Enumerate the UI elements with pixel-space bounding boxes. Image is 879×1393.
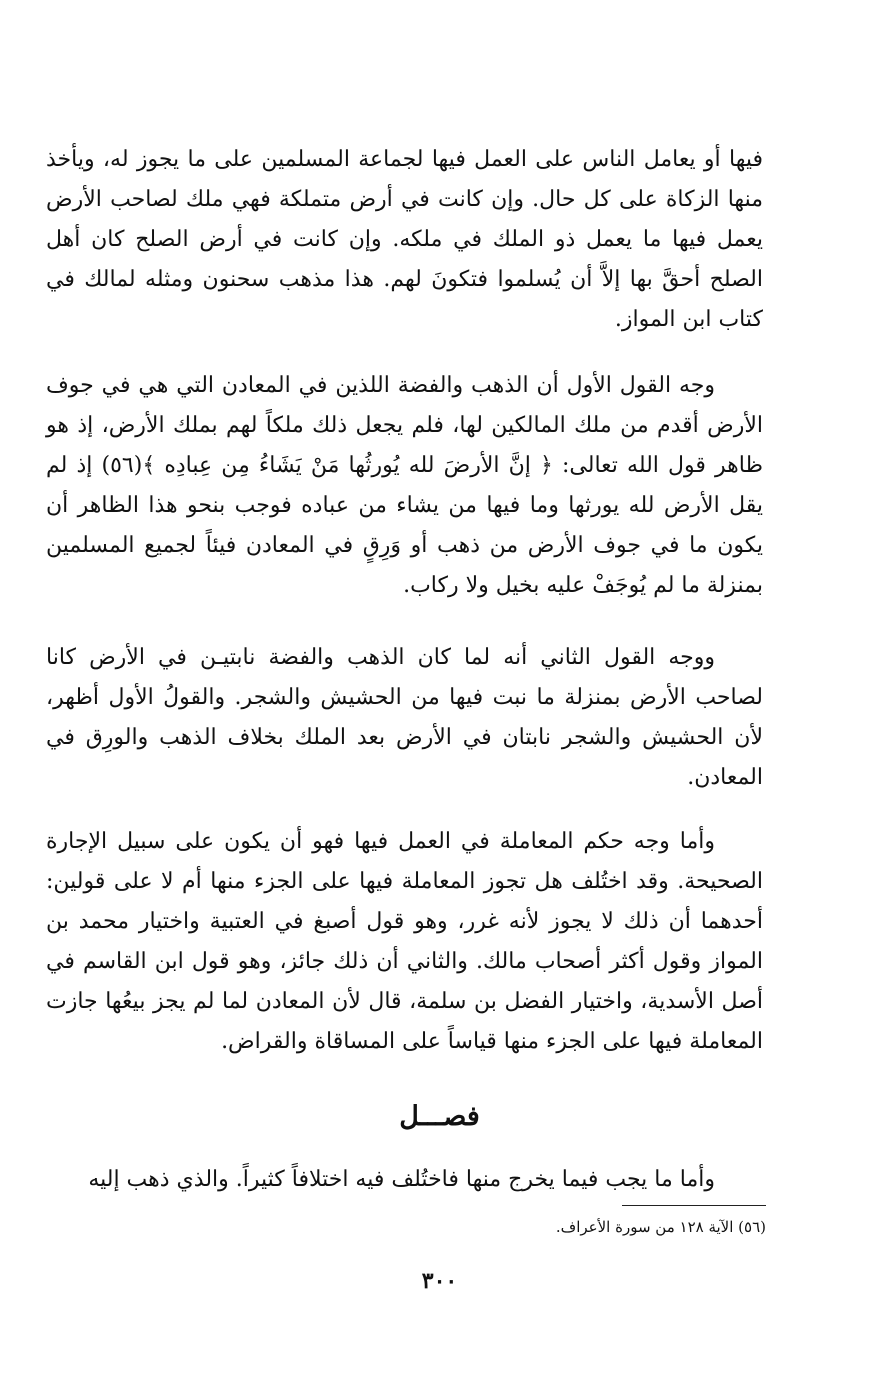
paragraph-3: ووجه القول الثاني أنه لما كان الذهب والفضة نابتيـن في الأرض كانا لصاحب الأرض بمنزلة ما نبت فيها من الحشيش والشجر. والقولُ الأول أظهر، لأن الحشيش والشجر نابتان في الأرض بعد الملك بخلاف الذهب والورِق في المعادن. (46, 645, 764, 790)
footnote-divider (622, 1205, 766, 1206)
paragraph-5: وأما ما يجب فيما يخرج منها فاختُلف فيه اختلافاً كثيراً. والذي ذهب إليه (88, 1167, 715, 1192)
page-number: ٣٠٠ (421, 1268, 458, 1294)
paragraph-2: وجه القول الأول أن الذهب والفضة اللذين في المعادن التي هي في جوف الأرض أقدم من ملك المالكين لها، فلم يجعل ذلك ملكاً لهم بملك الأرض، إذ هو ظاهر قول الله تعالى: ﴿ إنَّ الأرضَ لله يُورثُها مَنْ يَشَاءُ مِن عِبادِه ﴾(٥٦) إذ لم يقل الأرض لله يورثها وما فيها من يشاء من عباده فوجب بنحو هذا الظاهر أن يكون ما في جوف الأرض من ذهب أو وَرِقٍ في المعادن فيئاً لجميع المسلمين بمنزلة ما لم يُوجَفْ عليه بخيل ولا ركاب. (46, 373, 763, 598)
footnote: (٥٦) الآية ١٢٨ من سورة الأعراف. (555, 1218, 766, 1236)
section-heading: فصـــل (399, 1101, 480, 1132)
paragraph-1: فيها أو يعامل الناس على العمل فيها لجماعة المسلمين على ما يجوز له، ويأخذ منها الزكاة على كل حال. وإن كانت في أرض متملكة فهي ملك لصاحب الأرض يعمل فيها ما يعمل ذو الملك في ملكه. وإن كانت في أرض الصلح كان أهل الصلح أحقَّ بها إلاَّ أن يُسلموا فتكونَ لهم. هذا مذهب سحنون ومثله لمالك في كتاب ابن المواز. (46, 147, 763, 332)
paragraph-4: وأما وجه حكم المعاملة في العمل فيها فهو أن يكون على سبيل الإجارة الصحيحة. وقد اختُلف هل تجوز المعاملة فيها على الجزء منها أم لا على قولين: أحدهما أن ذلك لا يجوز لأنه غرر، وهو قول أصبغ في العتبية واختيار محمد بن المواز وقول أكثر أصحاب مالك. والثاني أن ذلك جائز، وهو قول ابن القاسم في أصل الأسدية، واختيار الفضل بن سلمة، قال لأن المعادن لما لم يجز بيعُها جازت المعاملة فيها على الجزء منها قياساً على المساقاة والقراض. (46, 829, 763, 1054)
